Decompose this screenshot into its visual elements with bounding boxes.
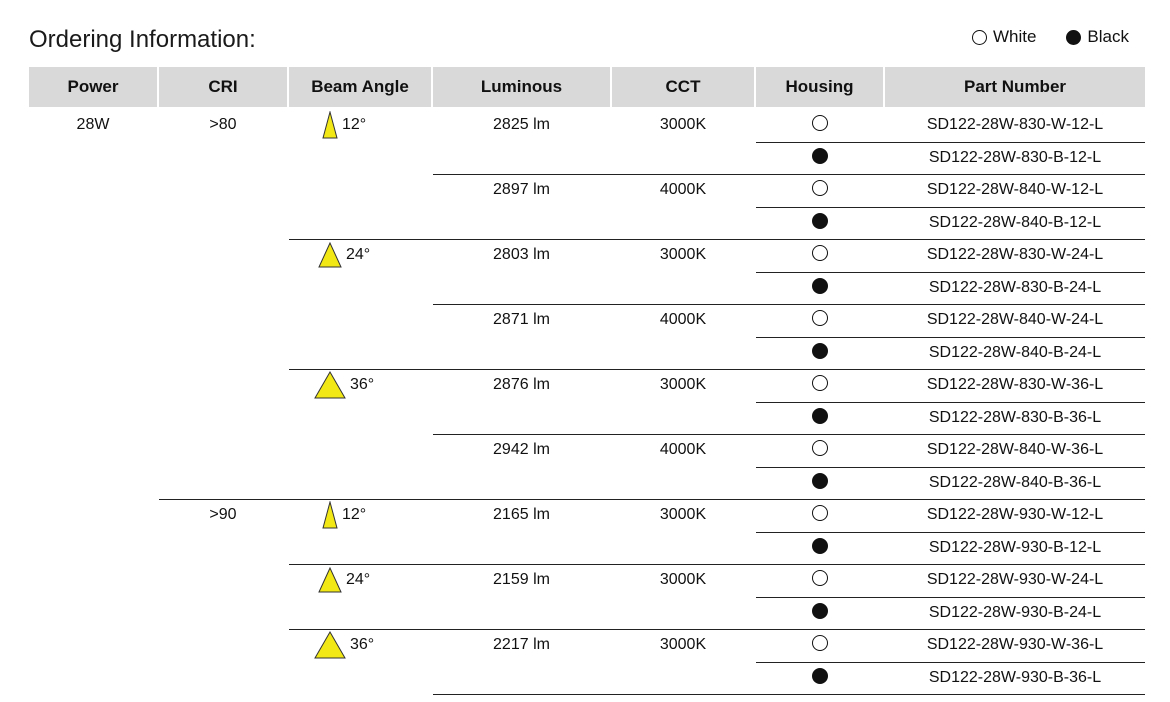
luminous-value: 2165 lm [493,506,550,523]
housing-cell [756,595,883,627]
part-number-value: SD122-28W-840-W-24-L [926,311,1104,328]
row-divider [756,662,1145,663]
cri-value: >90 [209,506,237,523]
row-divider [289,564,1145,565]
part-number-value: SD122-28W-840-W-12-L [926,181,1104,198]
legend-black-label: Black [1087,27,1129,46]
housing-cell [756,237,883,269]
white-circle-icon [972,30,987,45]
row-divider [433,304,1145,305]
beam-cone-icon [314,631,346,659]
part-number-value: SD122-28W-930-B-12-L [928,538,1102,556]
white-circle-icon [812,505,828,521]
beam-cone-icon [314,371,346,399]
part-number-value: SD122-28W-830-B-12-L [928,148,1102,166]
housing-cell [756,497,883,529]
legend-white-label: White [992,27,1037,46]
row-divider [756,272,1145,273]
beam-cone-icon [322,501,338,529]
header-cri: CRI [159,67,287,107]
cct-value: 3000K [659,246,707,263]
cct-value: 3000K [659,116,707,133]
beam-angle-value: 12° [342,506,367,523]
beam-angle-cell [313,629,413,661]
row-divider [756,597,1145,598]
housing-cell [756,302,883,334]
black-circle-icon [812,538,828,554]
page-title: Ordering Information: [29,26,256,53]
part-number-value: SD122-28W-830-W-36-L [926,376,1104,393]
part-number-value: SD122-28W-840-B-36-L [928,473,1102,491]
black-circle-icon [812,473,828,489]
part-number-value: SD122-28W-930-B-36-L [928,668,1102,686]
beam-angle-value: 12° [342,116,367,133]
beam-angle-value: 36° [350,376,375,393]
luminous-value: 2942 lm [493,441,550,458]
part-number-value: SD122-28W-830-W-24-L [926,246,1104,263]
beam-angle-cell [313,564,413,596]
row-divider [289,239,1145,240]
housing-cell [756,530,883,562]
housing-cell [756,205,883,237]
white-circle-icon [812,245,828,261]
housing-cell [756,432,883,464]
row-divider [433,174,1145,175]
beam-cone-icon [318,567,342,593]
beam-angle-cell [313,369,413,401]
black-circle-icon [812,603,828,619]
housing-cell [756,140,883,172]
white-circle-icon [812,635,828,651]
cct-value: 4000K [659,441,707,458]
housing-cell [756,335,883,367]
luminous-value: 2871 lm [493,311,550,328]
white-circle-icon [812,570,828,586]
cct-value: 3000K [659,636,707,653]
cri-value: >80 [209,116,237,133]
part-number-value: SD122-28W-830-W-12-L [926,116,1104,133]
black-circle-icon [812,278,828,294]
cct-value: 4000K [659,181,707,198]
header-luminous: Luminous [433,67,610,107]
housing-cell [756,562,883,594]
luminous-value: 2217 lm [493,636,550,653]
housing-cell [756,367,883,399]
row-divider [756,207,1145,208]
part-number-value: SD122-28W-840-W-36-L [926,441,1104,458]
luminous-value: 2159 lm [493,571,550,588]
header-housing: Housing [756,67,883,107]
row-divider [433,434,1145,435]
beam-angle-value: 24° [346,571,371,588]
beam-angle-value: 24° [346,246,371,263]
header-beam-angle: Beam Angle [289,67,431,107]
row-divider [756,532,1145,533]
black-circle-icon [812,343,828,359]
black-circle-icon [812,213,828,229]
row-divider [289,369,1145,370]
white-circle-icon [812,440,828,456]
header-power: Power [29,67,157,107]
header-cct: CCT [612,67,754,107]
white-circle-icon [812,375,828,391]
part-number-value: SD122-28W-830-B-36-L [928,408,1102,426]
beam-cone-icon [322,111,338,139]
black-circle-icon [812,408,828,424]
part-number-value: SD122-28W-930-B-24-L [928,603,1102,621]
row-divider [433,694,1145,695]
housing-cell [756,400,883,432]
black-circle-icon [812,668,828,684]
housing-cell [756,660,883,692]
luminous-value: 2897 lm [493,181,550,198]
cct-value: 3000K [659,376,707,393]
housing-legend [972,27,1129,47]
part-number-value: SD122-28W-930-W-36-L [926,636,1104,653]
beam-angle-cell [313,239,413,271]
part-number-value: SD122-28W-840-B-24-L [928,343,1102,361]
white-circle-icon [812,115,828,131]
beam-angle-cell [313,109,413,141]
part-number-value: SD122-28W-830-B-24-L [928,278,1102,296]
header-part-number: Part Number [885,67,1145,107]
row-divider [289,629,1145,630]
row-divider [756,402,1145,403]
white-circle-icon [812,180,828,196]
housing-cell [756,627,883,659]
luminous-value: 2825 lm [493,116,550,133]
luminous-value: 2803 lm [493,246,550,263]
housing-cell [756,270,883,302]
row-divider [756,337,1145,338]
beam-angle-value: 36° [350,636,375,653]
row-divider [756,142,1145,143]
cct-value: 3000K [659,506,707,523]
housing-cell [756,172,883,204]
white-circle-icon [812,310,828,326]
luminous-value: 2876 lm [493,376,550,393]
black-circle-icon [812,148,828,164]
part-number-value: SD122-28W-930-W-24-L [926,571,1104,588]
part-number-value: SD122-28W-930-W-12-L [926,506,1104,523]
beam-cone-icon [318,242,342,268]
power-value: 28W [76,116,110,133]
row-divider [159,499,1145,500]
beam-angle-cell [313,499,413,531]
housing-cell [756,465,883,497]
housing-cell [756,107,883,139]
black-circle-icon [1066,30,1081,45]
cct-value: 3000K [659,571,707,588]
part-number-value: SD122-28W-840-B-12-L [928,213,1102,231]
row-divider [756,467,1145,468]
cct-value: 4000K [659,311,707,328]
